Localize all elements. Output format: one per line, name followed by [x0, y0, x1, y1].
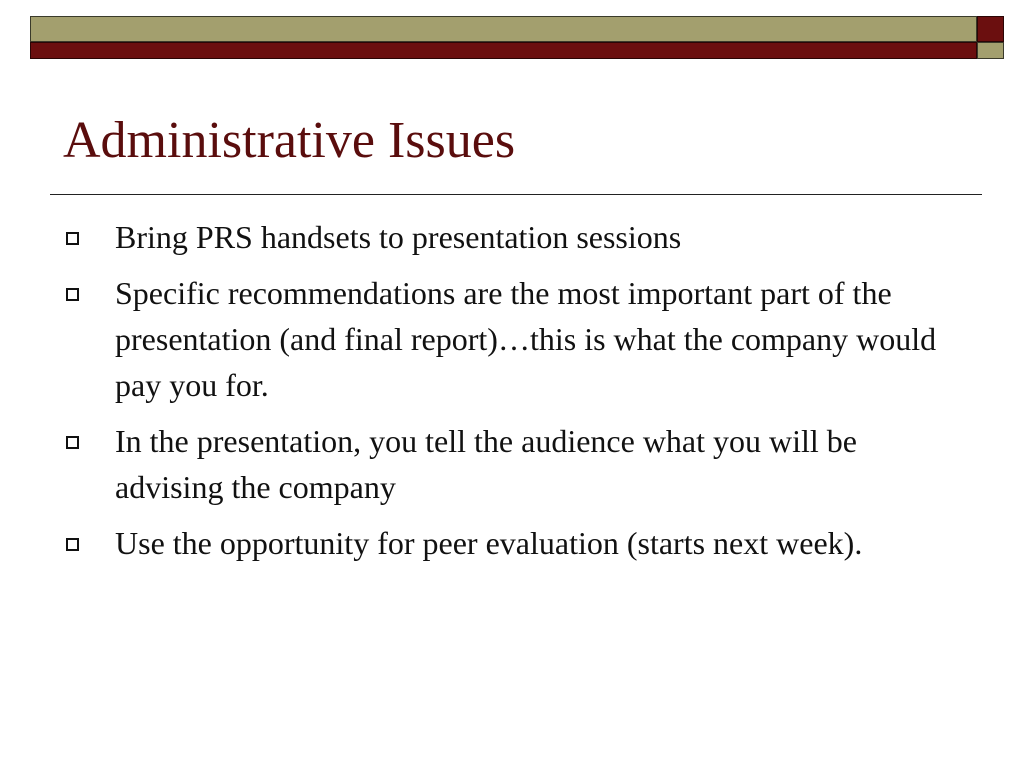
bullet-text: Specific recommendations are the most important part of the presentation (and final report)…this is what the company would pay you for. [115, 275, 937, 403]
header-maroon-bar [30, 42, 977, 59]
bullet-text: Use the opportunity for peer evaluation (starts next week). [115, 525, 863, 561]
hollow-square-bullet-icon [66, 232, 79, 245]
bullet-item [62, 418, 962, 510]
hollow-square-bullet-icon [66, 538, 79, 551]
bullet-text: Bring PRS handsets to presentation sessions [115, 219, 682, 255]
bullet-item [62, 520, 962, 566]
bullet-text: In the presentation, you tell the audience what you will be advising the company [115, 423, 857, 505]
header-olive-bar [30, 16, 977, 42]
bullet-list [62, 214, 962, 576]
header-olive-square [977, 42, 1004, 59]
hollow-square-bullet-icon [66, 288, 79, 301]
hollow-square-bullet-icon [66, 436, 79, 449]
bullet-item [62, 270, 962, 408]
bullet-item [62, 214, 962, 260]
slide-title: Administrative Issues [63, 112, 516, 169]
header-maroon-square [977, 16, 1004, 42]
title-divider [50, 194, 982, 195]
